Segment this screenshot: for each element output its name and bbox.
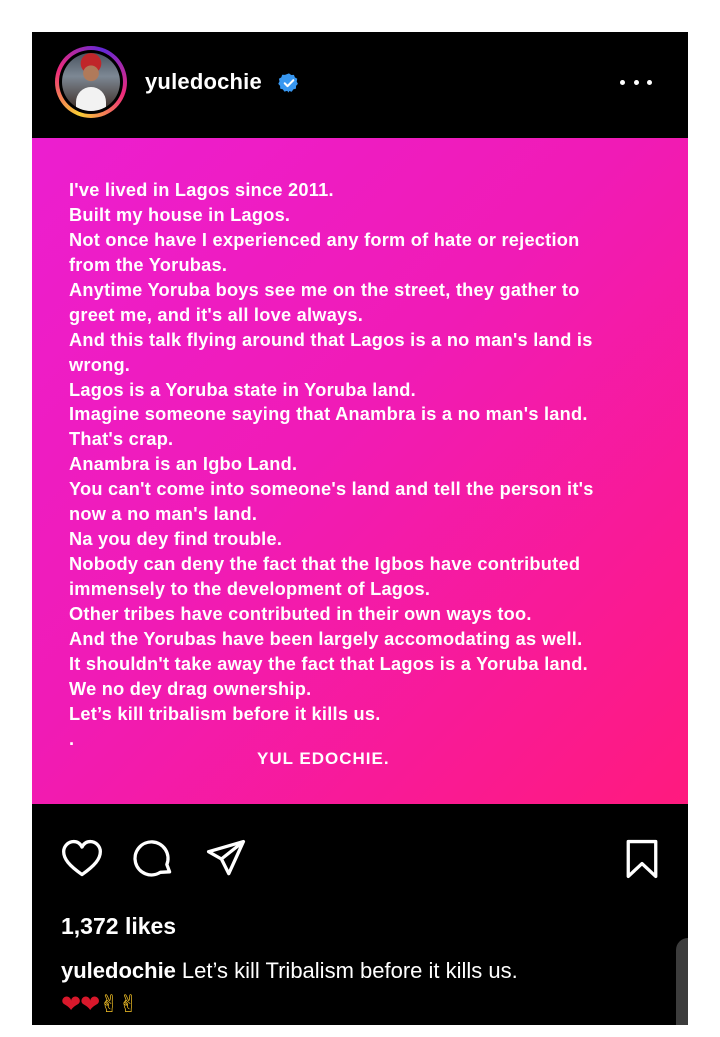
post-line: It shouldn't take away the fact that Lagos is a Yoruba land. bbox=[69, 653, 588, 674]
post-line: Nobody can deny the fact that the Igbos have contributed bbox=[69, 554, 581, 575]
post-line: Not once have I experienced any form of hate or rejection bbox=[69, 229, 580, 250]
post-line: Lagos is a Yoruba state in Yoruba land. bbox=[69, 379, 416, 400]
post-line: now a no man's land. bbox=[69, 504, 258, 525]
post-line: Anambra is an Igbo Land. bbox=[69, 454, 298, 475]
post-line: You can't come into someone's land and tell the person it's bbox=[69, 479, 594, 500]
post-text-block bbox=[69, 178, 659, 752]
dot-icon bbox=[647, 80, 652, 85]
post-line: Anytime Yoruba boys see me on the street, they gather to bbox=[69, 279, 580, 300]
post-line: . bbox=[69, 728, 75, 749]
post-line: And the Yorubas have been largely accomodating as well. bbox=[69, 628, 583, 649]
post-line: Other tribes have contributed in their own ways too. bbox=[69, 603, 532, 624]
caption-emojis bbox=[61, 990, 137, 1020]
post-line: Built my house in Lagos. bbox=[69, 204, 291, 225]
caption-text: Let’s kill Tribalism before it kills us. bbox=[181, 958, 518, 983]
post-line: That's crap. bbox=[69, 429, 174, 450]
share-icon[interactable] bbox=[204, 837, 248, 881]
caption bbox=[61, 956, 681, 986]
verified-badge-icon bbox=[278, 72, 300, 94]
post-line: wrong. bbox=[69, 354, 131, 375]
likes-count[interactable]: 1,372 likes bbox=[61, 913, 177, 939]
post-line: And this talk flying around that Lagos is a no man's land is bbox=[69, 329, 593, 350]
post-line: Imagine someone saying that Anambra is a no man's land. bbox=[69, 404, 588, 425]
post-line: We no dey drag ownership. bbox=[69, 678, 312, 699]
heart-icon[interactable] bbox=[60, 837, 104, 881]
comment-icon[interactable] bbox=[132, 837, 176, 881]
avatar-border bbox=[59, 50, 123, 114]
more-options-icon[interactable] bbox=[620, 70, 652, 94]
action-bar bbox=[32, 804, 688, 914]
dot-icon bbox=[634, 80, 639, 85]
post-signature: YUL EDOCHIE. bbox=[257, 749, 390, 768]
post-line: Na you dey find trouble. bbox=[69, 529, 283, 550]
scroll-handle[interactable] bbox=[676, 938, 688, 1025]
red-heart-emoji-icon: ❤❤ bbox=[61, 991, 100, 1018]
instagram-post bbox=[32, 32, 688, 1025]
post-image[interactable] bbox=[32, 138, 688, 804]
avatar-figure bbox=[76, 87, 106, 111]
victory-hand-emoji-icon: ✌✌ bbox=[99, 991, 138, 1018]
avatar[interactable] bbox=[55, 46, 127, 118]
post-header bbox=[32, 32, 688, 138]
post-line: greet me, and it's all love always. bbox=[69, 304, 364, 325]
caption-username[interactable]: yuledochie bbox=[61, 958, 176, 983]
dot-icon bbox=[620, 80, 625, 85]
post-line: Let’s kill tribalism before it kills us. bbox=[69, 703, 381, 724]
post-line: immensely to the development of Lagos. bbox=[69, 579, 431, 599]
post-line: from the Yorubas. bbox=[69, 254, 228, 275]
post-line: I've lived in Lagos since 2011. bbox=[69, 180, 334, 200]
bookmark-icon[interactable] bbox=[620, 837, 664, 881]
username[interactable]: yuledochie bbox=[145, 69, 262, 94]
avatar-photo bbox=[62, 53, 120, 111]
